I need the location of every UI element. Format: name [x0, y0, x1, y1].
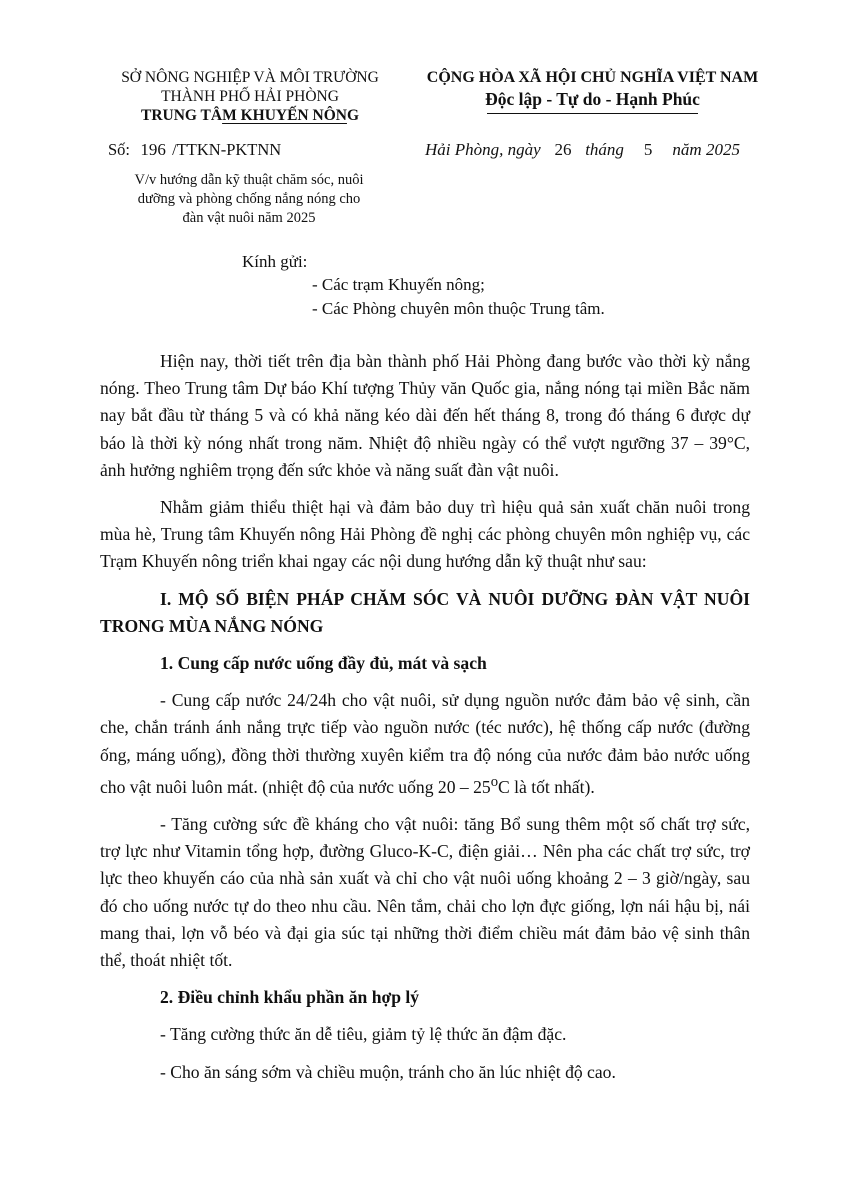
subject-line-3: đàn vật nuôi năm 2025 — [182, 210, 316, 226]
water-temp-text-end: C là tốt nhất). — [498, 776, 595, 797]
issue-date — [425, 140, 740, 160]
section-1-heading: I. MỘ SỐ BIỆN PHÁP CHĂM SÓC VÀ NUÔI DƯỠNG ĐÀN VẬT NUÔI TRONG MÙA NẮNG NÓNG — [100, 588, 750, 636]
intro-paragraph-2: Nhằm giảm thiểu thiệt hại và đảm bảo duy trì hiệu quả sản xuất chăn nuôi trong mùa hè, Trung tâm Khuyến nông Hải Phòng đề nghị các phòng chuyên môn nghiệp vụ, các Trạm Khuyến nông triển khai ngay các nội dung hướng dẫn kỹ thuật như sau: — [100, 497, 750, 572]
degree-superscript: o — [490, 773, 499, 790]
agency-line-2: THÀNH PHỐ HẢI PHÒNG — [161, 88, 339, 105]
subsection-2-heading: 2. Điều chỉnh khẩu phần ăn hợp lý — [160, 987, 420, 1008]
subject-line-1: V/v hướng dẫn kỹ thuật chăm sóc, nuôi — [134, 172, 364, 188]
date-year: năm 2025 — [672, 140, 740, 159]
recipient-item: - Các Phòng chuyên môn thuộc Trung tâm. — [312, 299, 605, 318]
agency-line-3-underlined: M KHUYẾN NÔN — [222, 107, 347, 124]
date-day: 26 — [554, 140, 572, 159]
document-subject — [104, 171, 394, 228]
subsection-1-paragraph-1 — [100, 687, 750, 801]
subject-line-2: dưỡng và phòng chống nắng nóng cho — [137, 191, 361, 207]
national-header-block — [405, 68, 780, 110]
national-motto: Độc lập - Tự do - Hạnh Phúc — [485, 89, 700, 109]
agency-line-3-pre: TRUNG TÂ — [140, 107, 223, 124]
agency-line-3 — [100, 106, 400, 125]
date-month: 5 — [643, 140, 653, 159]
agency-line-3-post: G — [346, 107, 360, 124]
intro-paragraph-1: Hiện nay, thời tiết trên địa bàn thành phố Hải Phòng đang bước vào thời kỳ nắng nóng. Theo Trung tâm Dự báo Khí tượng Thủy văn Quốc gia, nắng nóng tại miền Bắc năm nay bắt đầu từ tháng 5 và có khả năng kéo dài đến hết tháng 8, trong đó tháng 6 được dự báo là thời kỳ nóng nhất trong năm. Nhiệt độ nhiều ngày có thể vượt ngưỡng 37 – 39°C, ảnh hưởng nghiêm trọng đến sức khỏe và năng suất đàn vật nuôi. — [100, 351, 750, 480]
document-body — [100, 348, 750, 1096]
subsection-1-paragraph-2: - Tăng cường sức đề kháng cho vật nuôi: tăng Bổ sung thêm một số chất trợ sức, trợ lực như Vitamin tổng hợp, đường Gluco-K-C, điện giải… Nên pha các chất trợ sức, trợ lực theo khuyến cáo của nhà sản xuất và chỉ cho vật nuôi uống khoảng 2 – 3 giờ/ngày, sau đó cho uống nước tự do theo nhu cầu. Nên tắm, chải cho lợn đực giống, lợn nái hậu bị, nái mang thai, lợn vỗ béo và đại gia súc tại những thời điểm chiều mát đảm bảo vệ sinh thân thể, thoát nhiệt tốt. — [100, 813, 750, 970]
date-prefix: Hải Phòng, ngày — [425, 140, 541, 159]
doc-number-suffix: /TTKN-PKTNN — [172, 140, 282, 159]
issuing-agency-block — [100, 68, 400, 125]
water-temp-text: - Cung cấp nước 24/24h cho vật nuôi, sử dụng nguồn nước đảm bảo vệ sinh, cần che, chắn tránh ánh nắng trực tiếp vào nguồn nước (téc nước), hệ thống cấp nước (đường ống, máng uống), đồng thời thường xuyên kiểm tra độ nóng của nước đảm bảo nước uống cho vật nuôi luôn mát. (nhiệt độ của nước uống 20 – 25 — [100, 690, 750, 797]
recipient-item: - Các trạm Khuyến nông; — [312, 275, 485, 294]
subsection-1-heading: 1. Cung cấp nước uống đầy đủ, mát và sạch — [160, 653, 487, 674]
doc-number-label: Số: — [108, 140, 131, 159]
recipients-label: Kính gửi: — [242, 252, 308, 271]
date-month-label: tháng — [585, 140, 624, 159]
doc-number-value: 196 — [140, 140, 166, 159]
agency-line-1: SỞ NÔNG NGHIỆP VÀ MÔI TRƯỜNG — [121, 69, 379, 86]
subsection-2-item-1: - Tăng cường thức ăn dễ tiêu, giảm tỷ lệ thức ăn đậm đặc. — [160, 1024, 567, 1045]
subsection-2-item-2: - Cho ăn sáng sớm và chiều muộn, tránh cho ăn lúc nhiệt độ cao. — [160, 1061, 616, 1082]
nation-title: CỘNG HÒA XÃ HỘI CHỦ NGHĨA VIỆT NAM — [426, 69, 759, 86]
document-number — [108, 140, 281, 160]
